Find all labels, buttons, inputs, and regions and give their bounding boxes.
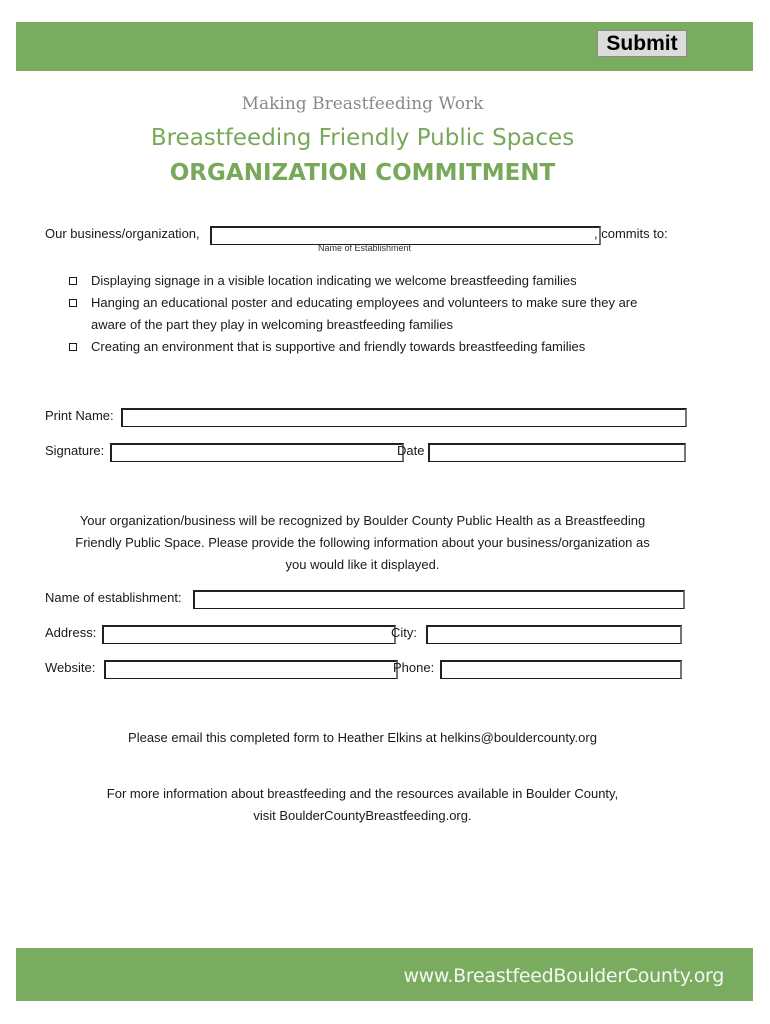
more-info-line: visit BoulderCountyBreastfeeding.org.: [253, 808, 472, 823]
page-title: Breastfeeding Friendly Public Spaces: [150, 125, 575, 151]
establishment-label: Name of establishment:: [45, 590, 182, 605]
organization-label: Our business/organization,: [45, 226, 200, 241]
print-name-label: Print Name:: [45, 408, 114, 423]
establishment-field[interactable]: [193, 590, 685, 609]
checklist-item: Displaying signage in a visible location indicating we welcome breastfeeding families: [91, 273, 577, 288]
series-title: Making Breastfeeding Work: [241, 94, 484, 114]
recognition-line: Your organization/business will be recognized by Boulder County Public Health as a Breastfeeding: [79, 513, 646, 528]
recognition-paragraph: [30, 510, 695, 576]
email-instruction: Please email this completed form to Heather Elkins at helkins@bouldercounty.org: [128, 730, 597, 745]
checklist-item: Hanging an educational poster and educating employees and volunteers to make sure they are: [91, 295, 638, 310]
signature-label: Signature:: [45, 443, 105, 458]
checkbox-signage[interactable]: [69, 277, 77, 285]
checkbox-environment[interactable]: [69, 343, 77, 351]
checkbox-poster[interactable]: [69, 299, 77, 307]
phone-label: Phone:: [393, 660, 435, 675]
print-name-field[interactable]: [121, 408, 687, 427]
checklist-item-continued: aware of the part they play in welcoming breastfeeding families: [91, 317, 454, 332]
signature-field[interactable]: [110, 443, 404, 462]
footer-url[interactable]: www.BreastfeedBoulderCounty.org: [403, 965, 724, 987]
more-info-line: For more information about breastfeeding and the resources available in Boulder County,: [106, 786, 619, 801]
recognition-line: you would like it displayed.: [285, 557, 440, 572]
address-field[interactable]: [102, 625, 396, 644]
more-info-paragraph: [30, 783, 695, 827]
date-label: Date: [397, 443, 425, 458]
website-label: Website:: [45, 660, 96, 675]
website-field[interactable]: [104, 660, 398, 679]
commits-to-label: , commits to:: [594, 226, 668, 241]
date-field[interactable]: [428, 443, 686, 462]
submit-button[interactable]: Submit: [597, 30, 687, 57]
page-subtitle: ORGANIZATION COMMITMENT: [169, 160, 556, 186]
checklist-item: Creating an environment that is supportive and friendly towards breastfeeding families: [91, 339, 586, 354]
address-label: Address:: [45, 625, 97, 640]
phone-field[interactable]: [440, 660, 682, 679]
city-field[interactable]: [426, 625, 682, 644]
city-label: City:: [391, 625, 417, 640]
establishment-caption: Name of Establishment: [318, 243, 412, 253]
recognition-line: Friendly Public Space. Please provide the following information about your business/organization as: [75, 535, 650, 550]
